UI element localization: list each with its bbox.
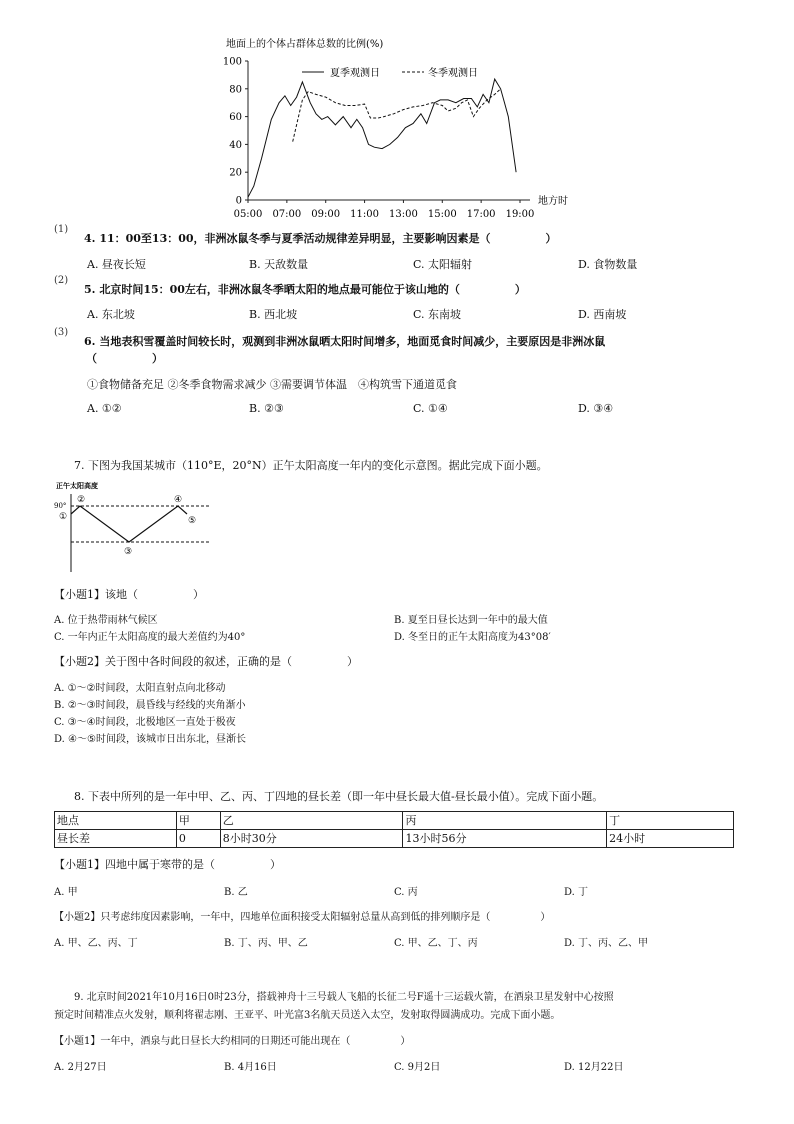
q9-sub1-option-d[interactable]: D. 12月22日 bbox=[564, 1062, 624, 1073]
table-row bbox=[55, 830, 734, 848]
marker-2: ② bbox=[77, 495, 86, 505]
y-tick-label: 40 bbox=[229, 139, 242, 151]
q5-number: (2) bbox=[54, 275, 69, 286]
q5-option-b[interactable]: B. 西北坡 bbox=[249, 308, 298, 321]
x-tick-label: 11:00 bbox=[350, 209, 379, 220]
q8-sub2-option-d[interactable]: D. 丁、丙、乙、甲 bbox=[564, 938, 649, 949]
table-cell: 13小时56分 bbox=[403, 830, 607, 848]
activity-line-chart bbox=[0, 0, 794, 230]
q7-sub1-stem: 【小题1】该地（ ） bbox=[54, 588, 204, 601]
q6-option-a[interactable]: A. ①② bbox=[87, 402, 122, 415]
legend bbox=[302, 66, 478, 79]
q4-number: (1) bbox=[54, 224, 69, 235]
altitude-curve bbox=[71, 506, 187, 542]
q8-sub1-option-a[interactable]: A. 甲 bbox=[54, 887, 78, 898]
q8-sub2-option-a[interactable]: A. 甲、乙、丙、丁 bbox=[54, 938, 138, 949]
q6-option-d[interactable]: D. ③④ bbox=[578, 402, 614, 415]
y-tick-label: 0 bbox=[235, 195, 242, 207]
q7-sub2-stem: 【小题2】关于图中各时间段的叙述，正确的是（ ） bbox=[54, 655, 358, 668]
x-tick-label: 07:00 bbox=[272, 209, 302, 220]
q7-sub1-option-a[interactable]: A. 位于热带雨林气候区 bbox=[54, 615, 158, 626]
y-tick-label: 80 bbox=[229, 84, 242, 96]
q4-option-b[interactable]: B. 天敌数量 bbox=[249, 258, 309, 271]
marker-5: ⑤ bbox=[188, 516, 197, 526]
q9-sub1-option-a[interactable]: A. 2月27日 bbox=[54, 1062, 107, 1073]
q8-sub1-option-b[interactable]: B. 乙 bbox=[224, 887, 248, 898]
q7-sub1-option-d[interactable]: D. 冬至日的正午太阳高度为43°08′ bbox=[394, 632, 551, 643]
table-cell: 昼长差 bbox=[55, 830, 177, 848]
day-length-table bbox=[54, 811, 734, 848]
x-tick-label: 13:00 bbox=[389, 209, 418, 220]
q9-stem-line1: 9. 北京时间2021年10月16日0时23分，搭载神舟十三号载人飞船的长征二号F遥十三运载火箭，在酒泉卫星发射中心按照 bbox=[74, 992, 614, 1003]
q6-option-c[interactable]: C. ①④ bbox=[413, 402, 448, 415]
marker-4: ④ bbox=[174, 495, 183, 505]
q6-stem-line1: 6. 当地表积雪覆盖时间较长时，观测到非洲冰鼠晒太阳时间增多，地面觅食时间减少，主要原因是非洲冰鼠 bbox=[84, 335, 606, 348]
table-cell: 0 bbox=[176, 830, 220, 848]
q4-option-a[interactable]: A. 昼夜长短 bbox=[87, 258, 146, 271]
q5-option-c[interactable]: C. 东南坡 bbox=[413, 308, 462, 321]
q5-option-a[interactable]: A. 东北坡 bbox=[87, 308, 135, 321]
q7-sub2-option-a[interactable]: A. ①～②时间段，太阳直射点向北移动 bbox=[54, 683, 226, 694]
x-tick-label: 09:00 bbox=[311, 209, 341, 220]
q7-sub2-option-b[interactable]: B. ②～③时间段，晨昏线与经线的夹角渐小 bbox=[54, 700, 246, 711]
legend-winter-label: 冬季观测日 bbox=[428, 68, 478, 79]
q4-option-d[interactable]: D. 食物数量 bbox=[578, 258, 638, 271]
q8-sub2-option-b[interactable]: B. 丁、丙、甲、乙 bbox=[224, 938, 308, 949]
q8-stem: 8. 下表中所列的是一年中甲、乙、丙、丁四地的昼长差（即一年中昼长最大值-昼长最小值）。完成下面小题。 bbox=[74, 790, 604, 803]
table-header-row bbox=[55, 812, 734, 830]
q5-option-d[interactable]: D. 西南坡 bbox=[578, 308, 627, 321]
q9-sub1-stem: 【小题1】一年中，酒泉与此日昼长大约相同的日期还可能出现在（ ） bbox=[54, 1036, 411, 1047]
label-90-degree: 90° bbox=[54, 502, 67, 510]
table-cell: 24小时 bbox=[607, 830, 734, 848]
q6-number: (3) bbox=[54, 327, 69, 338]
q7-sub2-option-c[interactable]: C. ③～④时间段，北极地区一直处于极夜 bbox=[54, 717, 236, 728]
chart-title: 地面上的个体占群体总数的比例(%) bbox=[226, 39, 384, 50]
diagram-title: 正午太阳高度 bbox=[56, 481, 98, 490]
table-cell: 丁 bbox=[607, 812, 734, 830]
series-winter-line bbox=[293, 89, 501, 142]
q8-sub1-option-d[interactable]: D. 丁 bbox=[564, 887, 589, 898]
q4-option-c[interactable]: C. 太阳辐射 bbox=[413, 258, 473, 271]
marker-1: ① bbox=[59, 512, 68, 522]
series-summer-line bbox=[248, 79, 516, 197]
q6-statements: ①食物储备充足 ②冬季食物需求减少 ③需要调节体温 ④构筑雪下通道觅食 bbox=[87, 378, 457, 391]
table-cell: 8小时30分 bbox=[220, 830, 403, 848]
x-tick-label: 05:00 bbox=[233, 209, 263, 220]
q7-sub1-option-b[interactable]: B. 夏至日昼长达到一年中的最大值 bbox=[394, 615, 548, 626]
q8-sub2-option-c[interactable]: C. 甲、乙、丁、丙 bbox=[394, 938, 478, 949]
q6-option-b[interactable]: B. ②③ bbox=[249, 402, 284, 415]
x-axis-label: 地方时 bbox=[538, 196, 568, 207]
q6-stem-line2: （ ） bbox=[86, 352, 163, 365]
q8-sub1-option-c[interactable]: C. 丙 bbox=[394, 887, 418, 898]
x-tick-label: 15:00 bbox=[427, 209, 457, 220]
q9-sub1-option-c[interactable]: C. 9月2日 bbox=[394, 1062, 441, 1073]
q7-sub1-option-c[interactable]: C. 一年内正午太阳高度的最大差值约为40° bbox=[54, 632, 246, 643]
q7-sub2-option-d[interactable]: D. ④～⑤时间段，该城市日出东北，昼渐长 bbox=[54, 734, 246, 745]
table-cell: 地点 bbox=[55, 812, 177, 830]
q8-sub1-stem: 【小题1】四地中属于寒带的是（ ） bbox=[54, 858, 281, 871]
table-cell: 甲 bbox=[176, 812, 220, 830]
q9-sub1-option-b[interactable]: B. 4月16日 bbox=[224, 1062, 277, 1073]
y-tick-label: 100 bbox=[222, 56, 242, 68]
table-cell: 乙 bbox=[220, 812, 403, 830]
legend-summer-label: 夏季观测日 bbox=[330, 68, 380, 79]
q8-sub2-stem: 【小题2】只考虑纬度因素影响，一年中，四地单位面积接受太阳辐射总量从高到低的排列顺序是（ ） bbox=[54, 912, 551, 923]
y-tick-label: 20 bbox=[229, 167, 242, 179]
y-tick-label: 60 bbox=[229, 112, 242, 124]
noon-sun-altitude-diagram bbox=[50, 476, 220, 576]
x-tick-label: 19:00 bbox=[505, 209, 535, 220]
marker-3: ③ bbox=[124, 547, 133, 557]
q9-stem-line2: 预定时间精准点火发射，顺利将翟志刚、王亚平、叶光富3名航天员送入太空，发射取得圆满成功。完成下面小题。 bbox=[54, 1010, 561, 1021]
q7-stem: 7. 下图为我国某城市（110°E，20°N）正午太阳高度一年内的变化示意图。据此完成下面小题。 bbox=[74, 459, 548, 472]
q5-stem: 5. 北京时间15：00左右，非洲冰鼠冬季晒太阳的地点最可能位于该山地的（ ） bbox=[84, 283, 526, 296]
table-cell: 丙 bbox=[403, 812, 607, 830]
x-tick-label: 17:00 bbox=[466, 209, 496, 220]
q4-stem: 4. 11：00至13：00，非洲冰鼠冬季与夏季活动规律差异明显，主要影响因素是（ ） bbox=[84, 232, 557, 245]
